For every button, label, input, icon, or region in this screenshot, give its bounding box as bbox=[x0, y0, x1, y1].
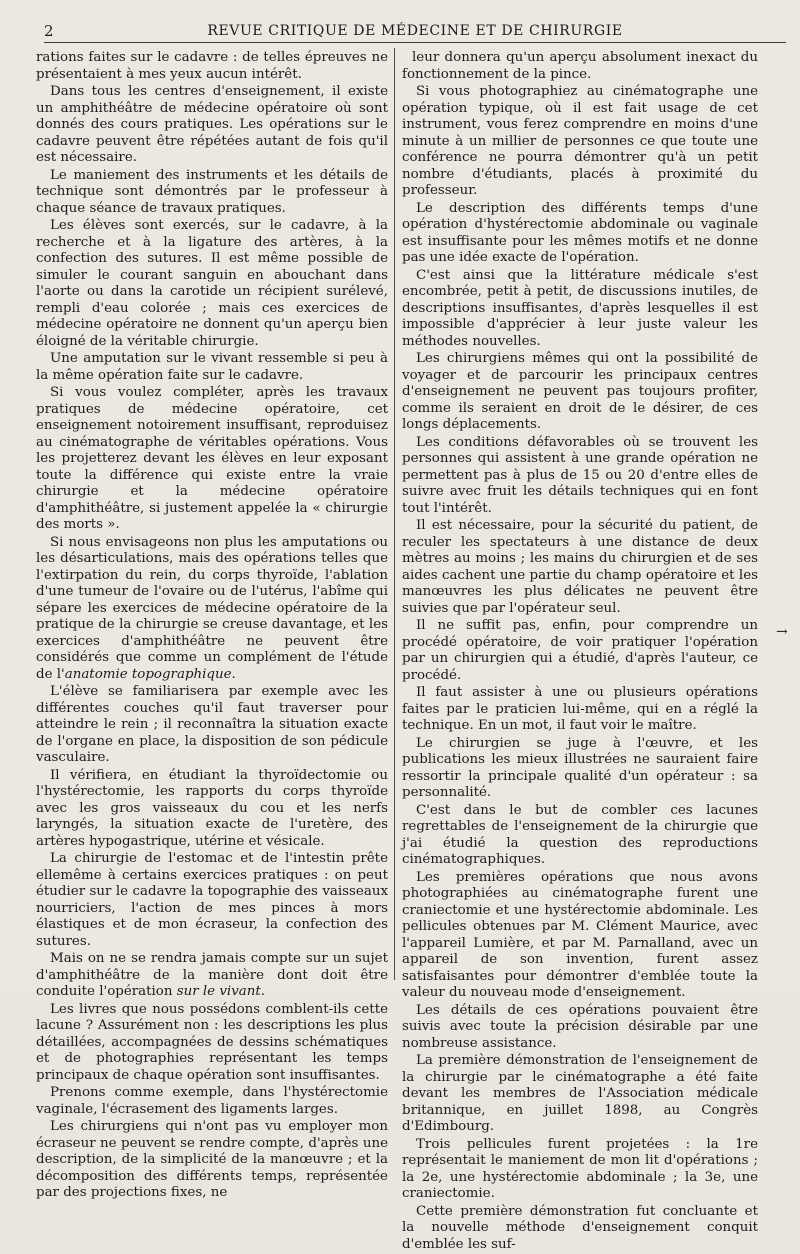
paragraph: L'élève se familiarisera par exemple avec les différentes couches qu'il faut traverser pour atteindre le rein ; il reconnaîtra la situation exacte de l'organe en place, la disposition de son pédicule vasculaire. bbox=[36, 684, 388, 765]
running-head bbox=[44, 22, 786, 43]
paragraph: Une amputation sur le vivant ressemble si peu à la même opération faite sur le cadavre. bbox=[36, 351, 388, 383]
italic-term: anatomie topographique bbox=[64, 666, 232, 682]
paragraph: Les élèves sont exercés, sur le cadavre, à la recherche et à la ligature des artères, à la confection des sutures. Il est même possible de simuler le courant sanguin en abouchant dans l'aorte ou dans la carotide un récipient surélevé, rempli d'eau colorée ; mais ces exercices de médecine opératoire ne donnent qu'un aperçu bien éloigné de la véritable chirurgie. bbox=[36, 218, 388, 349]
punctuation: . bbox=[231, 666, 236, 682]
journal-title: REVUE CRITIQUE DE MÉDECINE ET DE CHIRURGIE bbox=[207, 23, 623, 39]
paragraph: Il faut assister à une ou plusieurs opérations faites par le praticien lui-même, qui en a réglé la technique. En un mot, il faut voir le maître. bbox=[402, 685, 758, 733]
paragraph: Si vous photographiez au cinématographe une opération typique, où il est fait usage de cet instrument, vous ferez comprendre en moins d'une minute à un millier de personnes ce que toute une conférence ne pourra démontrer qu'à un petit nombre d'étudiants, placés à proximité du professeur. bbox=[402, 84, 758, 198]
paragraph: Les livres que nous possédons comblent-ils cette lacune ? Assurément non : les descriptions les plus détaillées, accompagnées de dessins schématiques et de photographies représentant les temps principaux de chaque opération sont insuffisantes. bbox=[36, 1001, 388, 1083]
paragraph: C'est dans le but de combler ces lacunes regrettables de l'enseignement de la chirurgie que j'ai étudié la question des reproductions cinématographiques. bbox=[402, 802, 758, 867]
paragraph: Il vérifiera, en étudiant la thyroïdectomie ou l'hystérectomie, les rapports du corps thyroïde avec les gros vaisseaux du cou et les nerfs laryngés, la situation exacte de l'uretère, des artères hypogastrique, utérine et vésicale. bbox=[36, 767, 388, 849]
paragraph: Les chirurgiens mêmes qui ont la possibilité de voyager et de parcourir les principaux centres d'enseignement ne peuvent pas toujours profiter, comme ils seraient en droit de le désirer, de ces longs déplacements. bbox=[402, 351, 758, 432]
column-divider bbox=[394, 48, 395, 980]
paragraph: Les premières opérations que nous avons photographiées au cinématographe furent une craniectomie et une hystérectomie abdominale. Les pellicules obtenues par M. Clément Maurice, avec l'appareil Lumière, et par M. Parnalland, avec un appareil de son invention, furent assez satisfaisantes pour démontrer d'emblée toute la valeur du nouveau mode d'enseignement. bbox=[402, 869, 758, 1000]
paragraph: leur donnera qu'un aperçu absolument inexact du fonctionnement de la pince. bbox=[402, 50, 758, 82]
paragraph: Cette première démonstration fut concluante et la nouvelle méthode d'enseignement conquit d'emblée les suf- bbox=[402, 1203, 758, 1252]
paragraph: Dans tous les centres d'enseignement, il existe un amphithéâtre de médecine opératoire où sont donnés des cours pratiques. Les opérations sur le cadavre peuvent être répétées autant de fois qu'il est nécessaire. bbox=[36, 84, 388, 165]
paragraph: La chirurgie de l'estomac et de l'intestin prête ellemême à certains exercices pratiques : on peut étudier sur le cadavre la topographie des vaisseaux nourriciers, l'action de mes pinces à mors élastiques et de mon écraseur, la confection des sutures. bbox=[36, 851, 388, 949]
paragraph: Si vous voulez compléter, après les travaux pratiques de médecine opératoire, cet enseignement notoirement insuffisant, reproduisez au cinématographe de véritables opérations. Vous les projetterez devant les élèves en leur exposant toute la différence qui existe entre la vraie chirurgie et la médecine opératoire d'amphithéâtre, si justement appelée la « chirurgie des morts ». bbox=[36, 385, 388, 532]
paragraph: Il ne suffit pas, enfin, pour comprendre un procédé opératoire, de voir pratiquer l'opération par un chirurgien qui a étudié, d'après l'auteur, ce procédé. bbox=[402, 618, 758, 683]
left-column bbox=[36, 50, 388, 1203]
page-number: 2 bbox=[44, 22, 54, 40]
punctuation: . bbox=[260, 984, 266, 999]
paragraph: Les conditions défavorables où se trouvent les personnes qui assistent à une grande opération ne permettent pas à plus de 15 ou 20 d'entre elles de suivre avec fruit les détails techniques qui en font tout l'intérêt. bbox=[402, 434, 758, 516]
paragraph: Le maniement des instruments et les détails de technique sont démontrés par le professeur à chaque séance de travaux pratiques. bbox=[36, 167, 388, 216]
paragraph: C'est ainsi que la littérature médicale s'est encombrée, petit à petit, de discussions inutiles, de descriptions insuffisantes, d'après lesquelles il est impossible d'apprécier à leur juste valeur les méthodes nouvelles. bbox=[402, 267, 758, 349]
paragraph: rations faites sur le cadavre : de telles épreuves ne présentaient à mes yeux aucun intérêt. bbox=[36, 50, 388, 82]
paragraph bbox=[36, 951, 388, 1001]
paragraph: Les détails de ces opérations pouvaient être suivis avec toute la précision désirable par une nombreuse assistance. bbox=[402, 1002, 758, 1051]
paragraph: Il est nécessaire, pour la sécurité du patient, de reculer les spectateurs à une distance de deux mètres au moins ; les mains du chirurgien et de ses aides cachent une partie du champ opératoire et les manœuvres les plus délicates ne peuvent être suivies que par l'opérateur seul. bbox=[402, 518, 758, 616]
margin-mark-icon: → bbox=[776, 624, 788, 640]
paragraph: Trois pellicules furent projetées : la 1re représentait le maniement de mon lit d'opérations ; la 2e, une hystérectomie abdominale ; la 3e, une craniectomie. bbox=[402, 1136, 758, 1201]
paragraph: Les chirurgiens qui n'ont pas vu employer mon écraseur ne peuvent se rendre compte, d'après une description, de la simplicité de la manœuvre ; et la décomposition des différents temps, représentée par des projections fixes, ne bbox=[36, 1119, 388, 1200]
paragraph-text: Mais on ne se rendra jamais compte sur un sujet d'amphithéâtre de la manière dont doit être conduite l'opération bbox=[36, 951, 388, 999]
paragraph: La première démonstration de l'enseignement de la chirurgie par le cinématographe a été faite devant les membres de l'Association médicale britannique, en juillet 1898, au Congrès d'Edimbourg. bbox=[402, 1053, 758, 1134]
paragraph: Prenons comme exemple, dans l'hystérectomie vaginale, l'écrasement des ligaments larges. bbox=[36, 1085, 388, 1117]
paragraph: Le chirurgien se juge à l'œuvre, et les publications les mieux illustrées ne sauraient faire ressortir la principale qualité d'un opérateur : sa personnalité. bbox=[402, 735, 758, 800]
paragraph bbox=[36, 535, 388, 684]
paragraph: Le description des différents temps d'une opération d'hystérectomie abdominale ou vaginale est insuffisante pour les mêmes motifs et ne donne pas une idée exacte de l'opération. bbox=[402, 200, 758, 265]
italic-term: sur le vivant bbox=[176, 984, 261, 999]
paragraph-text: Si nous envisageons non plus les amputations ou les désarticulations, mais des opérations telles que l'extirpation du rein, du corps thyroïde, l'ablation d'une tumeur de l'ovaire ou de l'utérus, l'abîme qui sépare les exercices de médecine opératoire de la pratique de la chirurgie se creuse davantage, et les exercices d'amphithéâtre ne peuvent être considérés que comme un complément de l'étude de l' bbox=[36, 534, 388, 682]
right-column bbox=[402, 50, 758, 1254]
